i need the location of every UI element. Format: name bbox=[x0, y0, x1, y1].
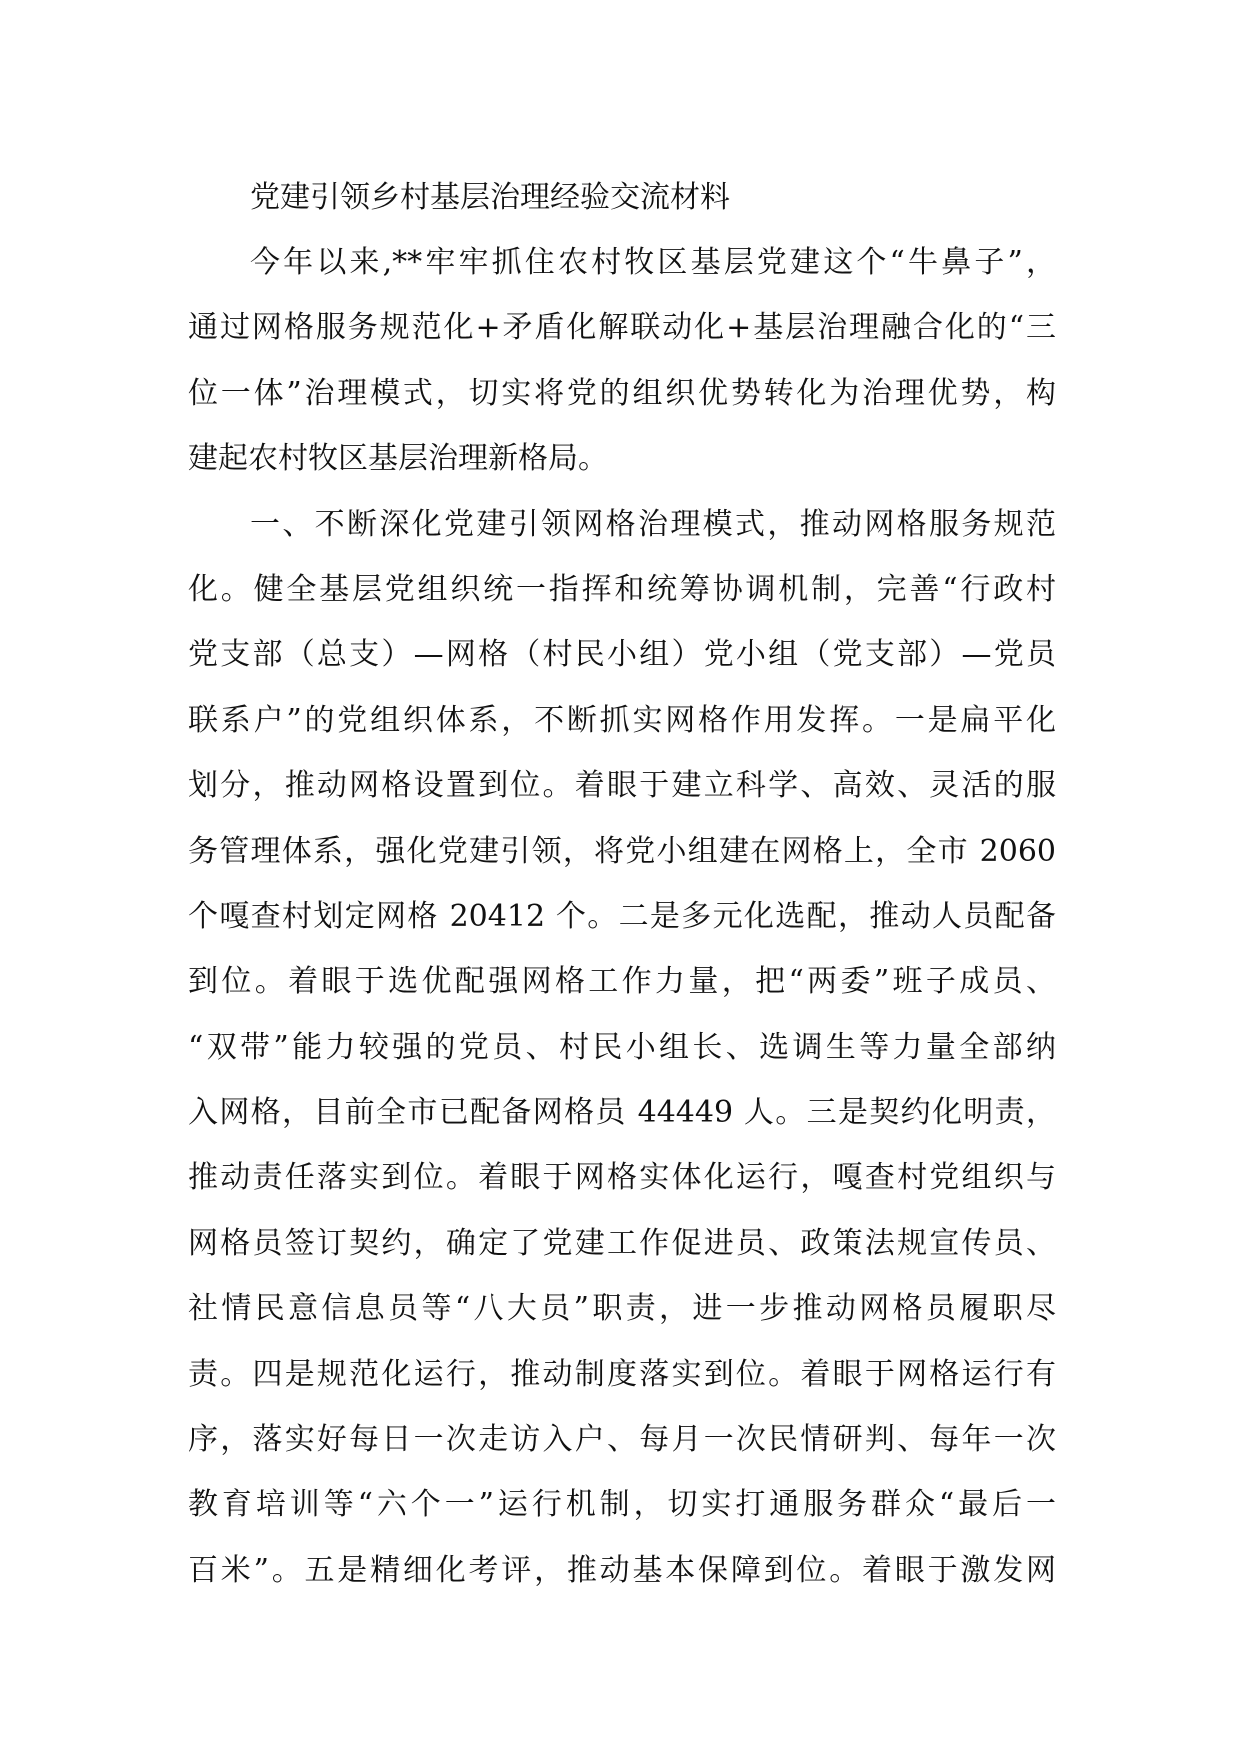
document-title-block bbox=[188, 165, 1056, 230]
paragraph-line: 推动责任落实到位。着眼于网格实体化运行，嘎查村党组织与 bbox=[188, 1160, 1056, 1196]
paragraph-line: 通过网格服务规范化+矛盾化解联动化+基层治理融合化的“三 bbox=[188, 310, 1056, 346]
paragraph-line: 社情民意信息员等“八大员”职责，进一步推动网格员履职尽 bbox=[188, 1291, 1056, 1327]
paragraph-line: 网格员签订契约，确定了党建工作促进员、政策法规宣传员、 bbox=[188, 1225, 1056, 1261]
paragraph-line: 划分，推动网格设置到位。着眼于建立科学、高效、灵活的服 bbox=[188, 768, 1056, 804]
paragraph-line: 化。健全基层党组织统一指挥和统筹协调机制，完善“行政村 bbox=[188, 571, 1056, 607]
document-body bbox=[188, 230, 1056, 1603]
paragraph-line: “双带”能力较强的党员、村民小组长、选调生等力量全部纳 bbox=[188, 1029, 1056, 1065]
paragraph-intro bbox=[188, 230, 1056, 492]
paragraph-line: 建起农村牧区基层治理新格局。 bbox=[188, 441, 608, 477]
paragraph-line: 到位。着眼于选优配强网格工作力量，把“两委”班子成员、 bbox=[188, 964, 1056, 1000]
paragraph-line: 个嘎查村划定网格 20412 个。二是多元化选配，推动人员配备 bbox=[188, 898, 1056, 934]
paragraph-line: 位一体”治理模式，切实将党的组织优势转化为治理优势，构 bbox=[188, 375, 1056, 411]
paragraph-line: 联系户”的党组织体系，不断抓实网格作用发挥。一是扁平化 bbox=[188, 702, 1056, 738]
paragraph-line: 责。四是规范化运行，推动制度落实到位。着眼于网格运行有 bbox=[188, 1356, 1056, 1392]
paragraph-section-one bbox=[188, 492, 1056, 1604]
paragraph-line: 序，落实好每日一次走访入户、每月一次民情研判、每年一次 bbox=[188, 1422, 1056, 1458]
document-title: 党建引领乡村基层治理经验交流材料 bbox=[250, 180, 730, 215]
paragraph-line: 一、不断深化党建引领网格治理模式，推动网格服务规范 bbox=[250, 506, 1056, 542]
paragraph-line: 党支部（总支）—网格（村民小组）党小组（党支部）—党员 bbox=[188, 637, 1056, 673]
paragraph-line: 入网格，目前全市已配备网格员 44449 人。三是契约化明责， bbox=[188, 1095, 1056, 1131]
paragraph-line: 教育培训等“六个一”运行机制，切实打通服务群众“最后一 bbox=[188, 1487, 1056, 1523]
paragraph-line: 百米”。五是精细化考评，推动基本保障到位。着眼于激发网 bbox=[188, 1552, 1056, 1588]
paragraph-line: 务管理体系，强化党建引领，将党小组建在网格上，全市 2060 bbox=[188, 833, 1056, 869]
paragraph-line: 今年以来,**牢牢抓住农村牧区基层党建这个“牛鼻子”， bbox=[250, 245, 1056, 280]
